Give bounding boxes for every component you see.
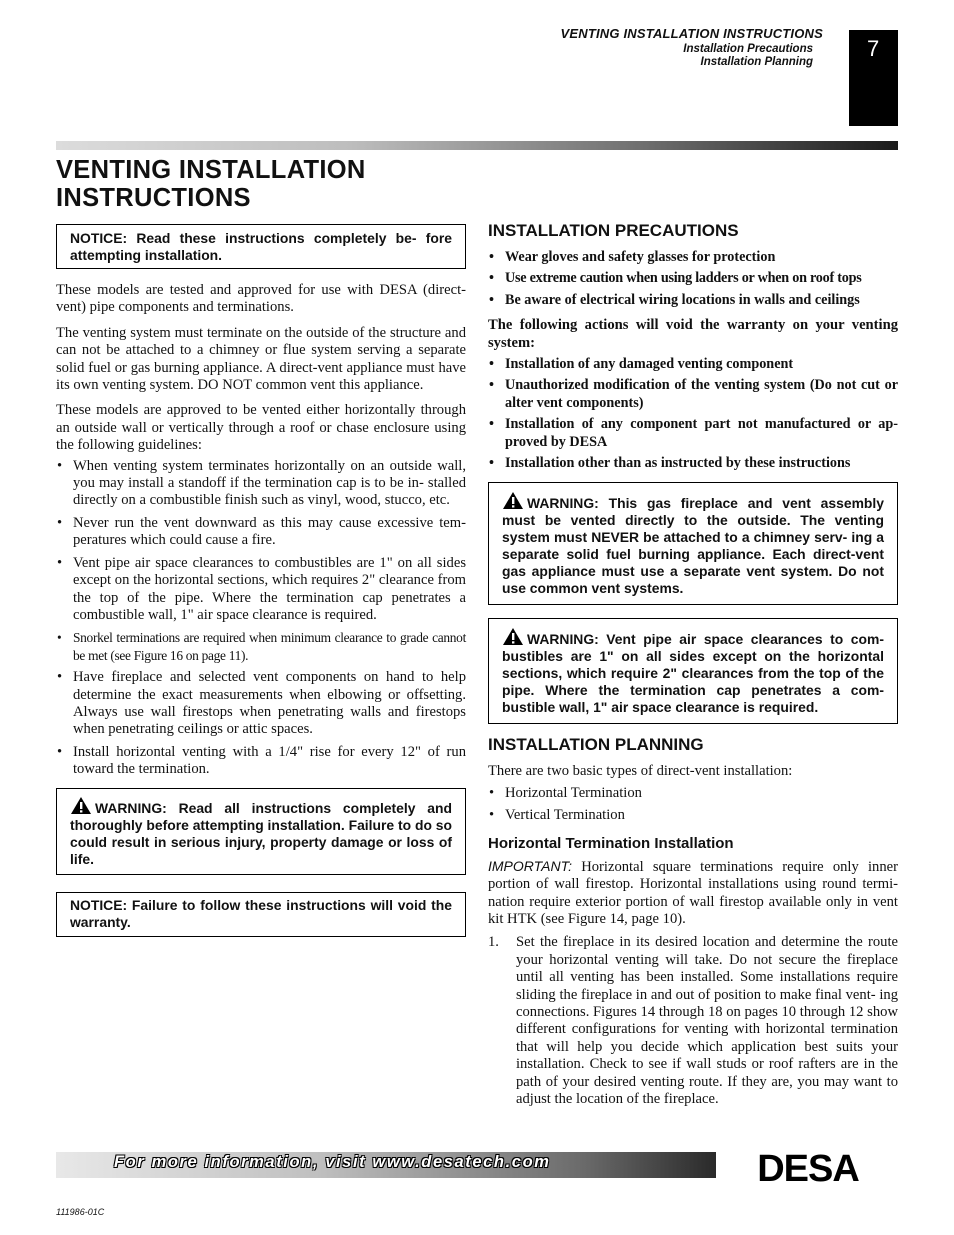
warning-text: WARNING: This gas fireplace and vent assembly must be vented directly to the outside. The venting system must NEVER be attached to a chimney serv- ing a separate solid fuel burning appliance. Each direct-vent gas appliance must use a separate vent system. Do not use common vent systems. (502, 495, 884, 597)
planning-intro: There are two basic types of direct-vent installation: (488, 763, 793, 780)
notice-box-top: NOTICE: Read these instructions completely be- fore attempting installation. (56, 224, 466, 269)
warning-text: WARNING: Vent pipe air space clearances to com- bustibles are 1" on all sides except on the horizontal sections, which require 2" clearances from the top of the pipe. Where the termination cap penetrates a com- bustible wall, 1" air space clearance is required. (502, 631, 884, 716)
step-number: 1. (488, 934, 499, 951)
list-item-text: Vent pipe air space clearances to combustibles are 1" on all sides except on the horizontal sections, which requires 2" clearance from the top of the pipe. Where the termination cap penetrates a combustible wall, 1" air space clearance is required. (73, 554, 466, 623)
list-item-text: Use extreme caution when using ladders or when on roof tops (505, 270, 862, 287)
list-item: • Installation of any component part not manufactured or ap- proved by DESA (489, 416, 898, 450)
footer-link-text[interactable]: For more information, visit www.desatech.com (114, 1153, 551, 1171)
list-item-text: When venting system terminates horizontally on an outside wall, you may install a standoff if the termination cap is to be in- stalled directly on a combustible finish such as vinyl, wood, stucco, etc. (73, 457, 466, 509)
important-paragraph (488, 858, 898, 929)
header-rule (56, 141, 898, 150)
list-item-text: Installation other than as instructed by these instructions (505, 455, 851, 472)
precautions-list (488, 249, 898, 309)
warning-text: WARNING: Read all instructions completely and thoroughly before attempting installation. Failure to do so could result in serious injury, property damage or loss of life. (70, 799, 452, 867)
warning-icon (502, 491, 524, 510)
document-code: 111986-01C (56, 1207, 105, 1217)
notice-box-bottom: NOTICE: Failure to follow these instructions will void the warranty. (56, 892, 466, 937)
running-header (561, 26, 824, 68)
page-title: VENTING INSTALLATION INSTRUCTIONS (56, 156, 366, 212)
list-item: • Horizontal Termination (489, 784, 642, 801)
left-column (56, 224, 466, 937)
list-item: • Installation other than as instructed by these instructions (489, 455, 851, 472)
paragraph: These models are approved to be vented either horizontally through an outside wall or vertically through a roof or chase enclosure using the following guidelines: (56, 402, 466, 454)
list-item-text: Snorkel terminations are required when minimum clearance to grade cannot be met (see Figure 16 on page 11). (73, 630, 466, 663)
list-item: • Wear gloves and safety glasses for protection (489, 249, 776, 265)
list-item-text: Set the fireplace in its desired location and determine the route your horizontal venting will take. Do not secure the fireplace until all venting has been installed. Some installations require sliding the fireplace in and out of position to make final vent- ing connections. Figures 14 through 18 on pages 10 through 12 show different configurations for venting with horizontal termination that will help you decide which application best suits your installation. Check to see if wall studs or roof rafters are in the path of your desired venting route. If they are, you may want to adjust the location of the fireplace. (516, 934, 898, 1107)
guidelines-list (56, 458, 466, 779)
list-item-text: Horizontal Termination (505, 784, 642, 801)
list-item: • Unauthorized modification of the venting system (Do not cut or alter vent components) (489, 377, 898, 411)
horizontal-heading: Horizontal Termination Installation (488, 834, 734, 852)
list-item-text: Installation of any damaged venting component (505, 356, 794, 373)
paragraph: The venting system must terminate on the outside of the structure and can not be attached to a chimney or flue system serving a separate solid fuel or gas burning appliance. A direct-vent appliance must have its own venting system. DO NOT common vent this appliance. (56, 324, 466, 394)
page-number: 7 (849, 30, 898, 126)
list-item: • When venting system terminates horizontally on an outside wall, you may install a standoff if the termination cap is to be in- stalled directly on a combustible finish such as vinyl, wood, stucco, etc. (57, 457, 466, 509)
precautions-heading: INSTALLATION PRECAUTIONS (488, 221, 739, 240)
running-header-sub-2: Installation Planning (700, 56, 813, 68)
running-header-sub-1: Installation Precautions (683, 43, 813, 55)
planning-heading: INSTALLATION PLANNING (488, 735, 704, 755)
list-item-text: Install horizontal venting with a 1/4" rise for every 12" of run toward the termination. (73, 743, 466, 778)
list-item-text: Have fireplace and selected vent components on hand to help determine the exact measurements when elbowing or offsetting. Always use wall firestops when penetrating walls and firestops when penetrating ceilings or attic spaces. (73, 669, 466, 738)
important-text: Horizontal square terminations require only inner portion of wall firestop. Horizontal installations using round termi- nation require exterior portion of wall firestop available only in vent kit HTK (see Figure 14, page 10). (488, 858, 898, 927)
list-item: • Use extreme caution when using ladders or when on roof tops (489, 270, 862, 287)
list-item-text: Unauthorized modification of the venting system (Do not cut or alter vent components) (505, 377, 898, 411)
list-item: • Vent pipe air space clearances to combustibles are 1" on all sides except on the horizontal sections, which requires 2" clearance from the top of the pipe. Where the termination cap penetrates a combustible wall, 1" air space clearance is required. (57, 554, 466, 623)
list-item: • Vertical Termination (489, 807, 625, 824)
planning-types-list (488, 785, 898, 825)
list-item: • Installation of any damaged venting component (489, 356, 794, 373)
void-intro: The following actions will void the warranty on your venting system: (488, 317, 898, 351)
running-header-title: VENTING INSTALLATION INSTRUCTIONS (560, 26, 823, 41)
list-item: • Snorkel terminations are required when minimum clearance to grade cannot be met (see Figure 16 on page 11). (57, 630, 466, 663)
list-item-text: Never run the vent downward as this may cause excessive tem- peratures which could cause a fire. (73, 514, 466, 549)
list-item (488, 934, 898, 1108)
list-item: • Be aware of electrical wiring locations in walls and ceilings (489, 291, 860, 308)
warning-icon (70, 796, 92, 815)
list-item-text: Installation of any component part not manufactured or ap- proved by DESA (505, 416, 898, 450)
desa-logo (718, 1150, 898, 1184)
list-item-text: Vertical Termination (505, 807, 625, 824)
right-column (488, 221, 898, 1108)
list-item-text: Be aware of electrical wiring locations in walls and ceilings (505, 291, 860, 308)
list-item: • Install horizontal venting with a 1/4" rise for every 12" of run toward the termination. (57, 743, 466, 778)
warning-box-clearances (488, 618, 898, 724)
warning-box-left (56, 788, 466, 875)
list-item: • Never run the vent downward as this may cause excessive tem- peratures which could cause a fire. (57, 514, 466, 549)
void-list (488, 356, 898, 472)
steps-list (488, 934, 898, 1108)
paragraph: These models are tested and approved for use with DESA (direct-vent) pipe components and terminations. (56, 282, 466, 316)
warning-box-vent (488, 482, 898, 605)
list-item-text: Wear gloves and safety glasses for protection (505, 249, 776, 265)
warning-icon (502, 627, 524, 646)
logo-text: DESA (757, 1150, 859, 1184)
important-label: IMPORTANT: (488, 857, 572, 874)
list-item: • Have fireplace and selected vent components on hand to help determine the exact measurements when elbowing or offsetting. Always use wall firestops when penetrating walls and firestops when penetrating ceilings or attic spaces. (57, 669, 466, 738)
